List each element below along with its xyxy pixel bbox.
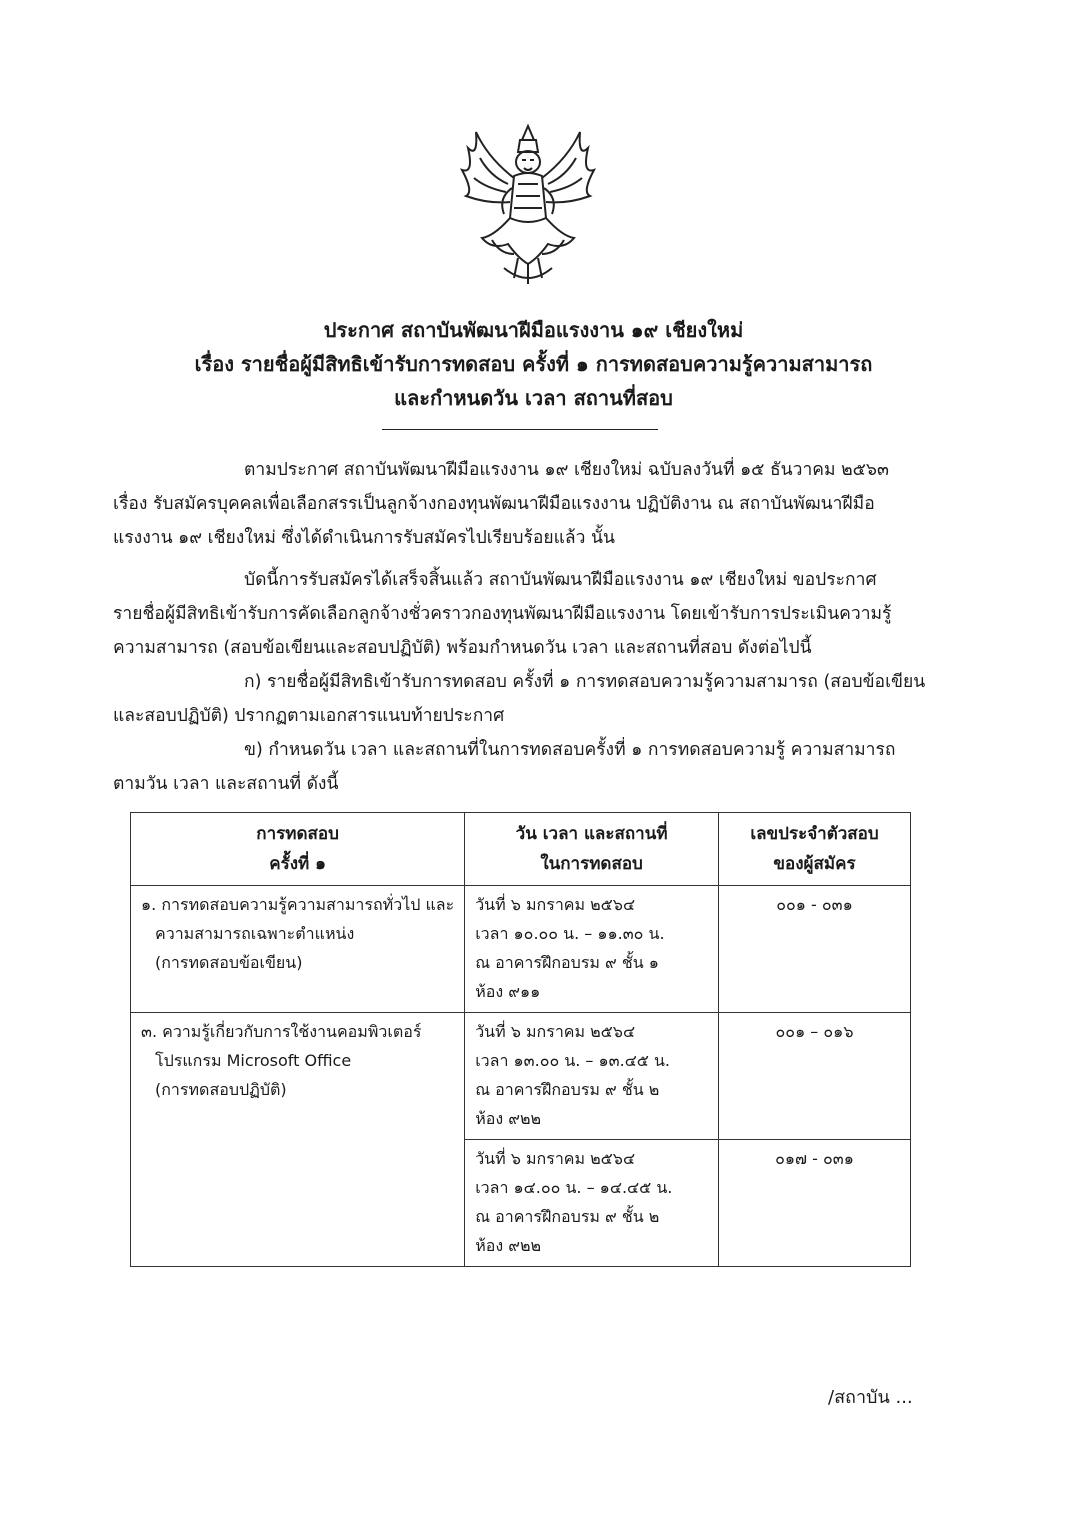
datetime-cell: วันที่ ๖ มกราคม ๒๕๖๔ เวลา ๑๐.๐๐ น. – ๑๑.๓๐ น. ณ อาคารฝึกอบรม ๙ ชั้น ๑ ห้อง ๙๑๑ <box>465 886 719 1013</box>
paragraph-line: แรงงาน ๑๙ เชียงใหม่ ซึ่งได้ดำเนินการรับสมัครไปเรียบร้อยแล้ว นั้น <box>113 528 615 548</box>
paragraph-line: ตามประกาศ สถาบันพัฒนาฝีมือแรงงาน ๑๙ เชียงใหม่ ฉบับลงวันที่ ๑๕ ธันวาคม ๒๕๖๓ <box>244 460 889 480</box>
announcement-title: ประกาศ สถาบันพัฒนาฝีมือแรงงาน ๑๙ เชียงใหม่ <box>323 318 744 342</box>
ids-cell: ๐๐๑ - ๐๓๑ <box>719 886 911 1013</box>
exam-cell: ๓. ความรู้เกี่ยวกับการใช้งานคอมพิวเตอร์ โปรแกรม Microsoft Office (การทดสอบปฏิบัติ) <box>131 1013 465 1267</box>
paragraph-line: บัดนี้การรับสมัครได้เสร็จสิ้นแล้ว สถาบันพัฒนาฝีมือแรงงาน ๑๙ เชียงใหม่ ขอประกาศ <box>244 570 877 590</box>
paragraph-line: ข) กำหนดวัน เวลา และสถานที่ในการทดสอบครั้งที่ ๑ การทดสอบความรู้ ความสามารถ <box>244 740 896 760</box>
exam-schedule-table <box>130 812 911 1267</box>
paragraph-line: เรื่อง รับสมัครบุคคลเพื่อเลือกสรรเป็นลูกจ้างกองทุนพัฒนาฝีมือแรงงาน ปฏิบัติงาน ณ สถาบันพัฒนาฝีมือ <box>113 494 875 514</box>
title-divider <box>382 429 658 430</box>
paragraph-line: ตามวัน เวลา และสถานที่ ดังนี้ <box>113 774 339 794</box>
paragraph-line: รายชื่อผู้มีสิทธิเข้ารับการคัดเลือกลูกจ้างชั่วคราวกองทุนพัฒนาฝีมือแรงงาน โดยเข้ารับการประเมินความรู้ <box>113 604 892 624</box>
garuda-emblem-icon <box>448 118 608 288</box>
column-header-ids: เลขประจำตัวสอบ ของผู้สมัคร <box>719 813 911 886</box>
paragraph-2 <box>113 563 943 801</box>
datetime-cell: วันที่ ๖ มกราคม ๒๕๖๔ เวลา ๑๔.๐๐ น. – ๑๔.๔๕ น. ณ อาคารฝึกอบรม ๙ ชั้น ๒ ห้อง ๙๒๒ <box>465 1140 719 1267</box>
exam-cell: ๑. การทดสอบความรู้ความสามารถทั่วไป และ ความสามารถเฉพาะตำแหน่ง (การทดสอบข้อเขียน) <box>131 886 465 1013</box>
paragraph-1 <box>113 453 943 555</box>
datetime-cell: วันที่ ๖ มกราคม ๒๕๖๔ เวลา ๑๓.๐๐ น. – ๑๓.๔๕ น. ณ อาคารฝึกอบรม ๙ ชั้น ๒ ห้อง ๙๒๒ <box>465 1013 719 1140</box>
paragraph-line: ความสามารถ (สอบข้อเขียนและสอบปฏิบัติ) พร้อมกำหนดวัน เวลา และสถานที่สอบ ดังต่อไปนี้ <box>113 638 812 658</box>
table-header-row <box>131 813 911 886</box>
ids-cell: ๐๐๑ – ๐๑๖ <box>719 1013 911 1140</box>
paragraph-line: และสอบปฏิบัติ) ปรากฏตามเอกสารแนบท้ายประกาศ <box>113 706 505 726</box>
table-row <box>131 1013 911 1140</box>
announcement-subject: เรื่อง รายชื่อผู้มีสิทธิเข้ารับการทดสอบ ครั้งที่ ๑ การทดสอบความรู้ความสามารถ <box>194 352 873 376</box>
table-row <box>131 886 911 1013</box>
announcement-subject-cont: และกำหนดวัน เวลา สถานที่สอบ <box>394 386 673 410</box>
paragraph-line: ก) รายชื่อผู้มีสิทธิเข้ารับการทดสอบ ครั้งที่ ๑ การทดสอบความรู้ความสามารถ (สอบข้อเขียน <box>244 672 926 692</box>
column-header-datetime: วัน เวลา และสถานที่ ในการทดสอบ <box>465 813 719 886</box>
column-header-exam: การทดสอบ ครั้งที่ ๑ <box>131 813 465 886</box>
page-continuation: /สถาบัน ... <box>828 1387 913 1408</box>
ids-cell: ๐๑๗ - ๐๓๑ <box>719 1140 911 1267</box>
